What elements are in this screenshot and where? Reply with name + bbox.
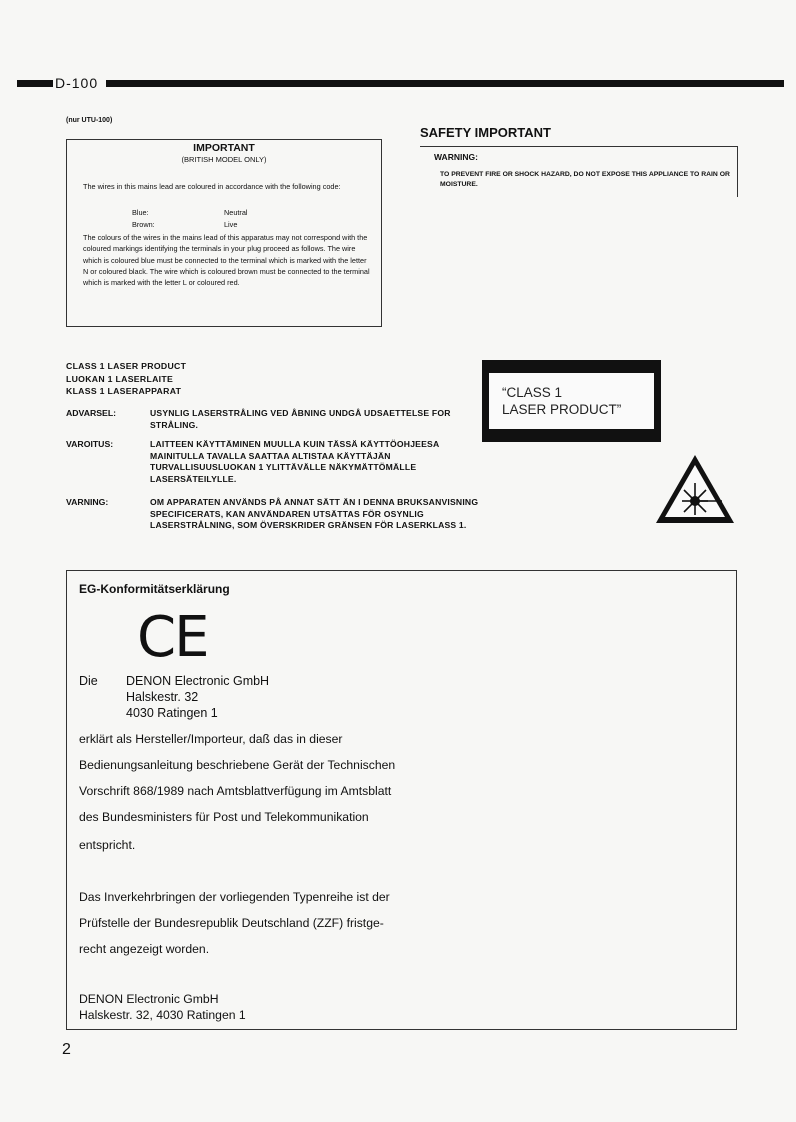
eg-address-line: Halskestr. 32 (126, 690, 199, 704)
eg-footer-line: Halskestr. 32, 4030 Ratingen 1 (79, 1008, 246, 1022)
warning-box (420, 146, 738, 197)
eg-address-line: DENON Electronic GmbH (126, 674, 270, 688)
eg-body-line: Vorschrift 868/1989 nach Amtsblattverfügung im Amtsblatt (79, 784, 392, 798)
wire-code-value: Neutral (224, 208, 248, 217)
header-bar-right (106, 80, 784, 87)
eg-body-line: entspricht. (79, 838, 136, 852)
important-paragraph: The colours of the wires in the mains lead of this apparatus may not correspond with the coloured markings identifying the terminals in your plug proceed as follows. The wire which is coloured blue must be connected to the terminal which is marked with the letter N or coloured black. The wire which is coloured brown must be connected to the terminal which is marked with the letter L or coloured red. (83, 233, 370, 288)
eg-body-line: Bedienungsanleitung beschriebene Gerät der Technischen (79, 758, 396, 772)
laser-warning-text: OM APPARATEN ANVÄNDS PÅ ANNAT SÄTT ÄN I DENNA BRUKSANVISNING SPECIFICERATS, KAN ANVÄNDAREN UTSÄTTAS FÖR OSYNLIG LASERSTRÅLNING, SOM ÖVERSKRIDER GRÄNSEN FÖR LASERKLASS 1. (150, 497, 479, 531)
laser-warning-label: VAROITUS: (66, 439, 114, 449)
class-1-label-text (502, 384, 621, 418)
eg-footer-line: DENON Electronic GmbH (79, 992, 219, 1006)
laser-warning-text: LAITTEEN KÄYTTÄMINEN MUULLA KUIN TÄSSÄ KÄYTTÖOHJEESA MAINITULLA TAVALLA SAATTAA ALTISTAA KÄYTTÄJÄN TURVALLISUUSLUOKAN 1 YLITTÄVÄLLE NÄKYMÄTTÖMÄLLE LASERSÄTEILYLLE. (150, 439, 440, 484)
eg-die: Die (79, 674, 98, 688)
eg-declaration-box (66, 570, 737, 1030)
important-intro: The wires in this mains lead are coloured in accordance with the following code: (83, 182, 341, 191)
important-box (66, 139, 382, 327)
eg-title: EG-Konformitätserklärung (79, 582, 230, 596)
eg-body-line: Das Inverkehrbringen der vorliegenden Typenreihe ist der (79, 890, 390, 904)
model-note: (nur UTU-100) (66, 117, 113, 124)
class-1-label-line: “CLASS 1 (502, 385, 563, 400)
laser-hazard-icon (654, 453, 736, 525)
ce-mark-logo: CE (137, 605, 208, 670)
class-1-label-line: LASER PRODUCT” (502, 402, 622, 417)
warning-text: TO PREVENT FIRE OR SHOCK HAZARD, DO NOT EXPOSE THIS APPLIANCE TO RAIN OR MOISTURE. (440, 171, 730, 188)
page-number: 2 (62, 1041, 71, 1058)
model-name: D-100 (55, 75, 99, 91)
laser-class-line: LUOKAN 1 LASERLAITE (66, 374, 174, 384)
wire-code-value: Live (224, 220, 238, 229)
header-bar-left (17, 80, 53, 87)
eg-body-line: Prüfstelle der Bundesrepublik Deutschland (ZZF) fristge- (79, 916, 384, 930)
eg-address-line: 4030 Ratingen 1 (126, 706, 218, 720)
laser-class-line: CLASS 1 LASER PRODUCT (66, 361, 187, 371)
laser-warning-label: VARNING: (66, 497, 109, 507)
laser-warning-label: ADVARSEL: (66, 408, 117, 418)
eg-body-line: erklärt als Hersteller/Importeur, daß das in dieser (79, 732, 343, 746)
wire-code-name: Brown: (132, 220, 155, 229)
safety-title: SAFETY IMPORTANT (420, 125, 551, 140)
wire-code-name: Blue: (132, 208, 149, 217)
warning-label: WARNING: (434, 152, 478, 162)
laser-warning-text: USYNLIG LASERSTRÅLING VED ÅBNING UNDGÅ UDSAETTELSE FOR STRÅLING. (150, 408, 451, 430)
eg-body-line: des Bundesministers für Post und Telekommunikation (79, 810, 369, 824)
important-subtitle: (BRITISH MODEL ONLY) (181, 155, 267, 164)
laser-class-line: KLASS 1 LASERAPPARAT (66, 386, 182, 396)
class-1-label (482, 360, 661, 442)
important-title: IMPORTANT (193, 142, 255, 154)
eg-body-line: recht angezeigt worden. (79, 942, 210, 956)
